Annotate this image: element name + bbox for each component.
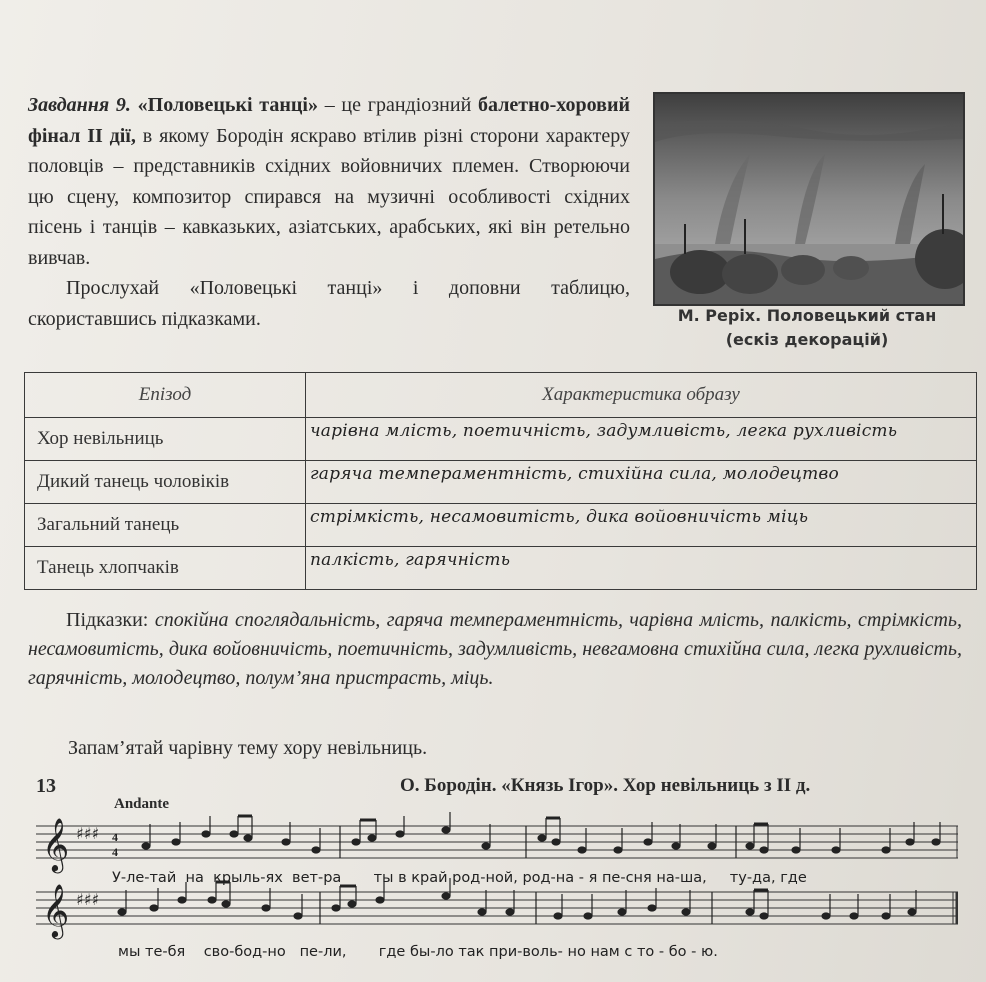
picture-caption bbox=[653, 304, 961, 352]
answer-cell[interactable]: чарівна млість, поетичність, задумливість, легка рухливість bbox=[306, 418, 977, 461]
svg-text:4: 4 bbox=[112, 830, 118, 844]
task-text-1: – це грандіозний bbox=[317, 94, 479, 116]
characteristics-table bbox=[24, 372, 977, 590]
task-title: Завдання 9. bbox=[28, 94, 131, 116]
steppe-camp-illustration bbox=[655, 94, 963, 304]
hints-paragraph bbox=[28, 606, 962, 693]
music-staff-2 bbox=[36, 878, 958, 948]
episode-cell: Загальний танець bbox=[25, 504, 306, 547]
table-row bbox=[25, 461, 977, 504]
remember-instruction: Запам’ятай чарівну тему хору невільниць. bbox=[68, 737, 428, 759]
example-title: О. Бородін. «Князь Ігор». Хор невільниць з II д. bbox=[400, 775, 811, 796]
header-characteristic: Характеристика образу bbox=[306, 373, 977, 418]
table-row bbox=[25, 504, 977, 547]
episode-cell: Танець хлопчаків bbox=[25, 547, 306, 590]
task-text bbox=[28, 90, 630, 334]
header-episode: Епізод bbox=[25, 373, 306, 418]
task-instruction: Прослухай «Половецькі танці» і доповни таблицю, скориставшись підказками. bbox=[28, 277, 630, 330]
lyrics-line-2: мы те-бя сво-бод-но пе-ли, где бы-ло так при-воль- но нам с то - бо - ю. bbox=[118, 944, 718, 960]
treble-clef-icon: 𝄞 bbox=[42, 817, 70, 871]
table-row bbox=[25, 547, 977, 590]
roerich-painting bbox=[653, 92, 965, 306]
caption-line-2: (ескіз декорацій) bbox=[725, 330, 889, 349]
task-bold-phrase: балетно-хоровий фінал II дії, bbox=[28, 94, 631, 147]
lyrics-line-1: У-ле-тай на крыль-ях вет-ра ты в край род-ной, род-на - я пе-сня на-ша, ту-да, где bbox=[112, 870, 807, 886]
treble-clef-icon: 𝄞 bbox=[42, 883, 70, 937]
table-header-row bbox=[25, 373, 977, 418]
episode-cell: Хор невільниць bbox=[25, 418, 306, 461]
svg-text:4: 4 bbox=[112, 845, 118, 859]
tempo-marking: Andante bbox=[114, 796, 170, 812]
example-number: 13 bbox=[36, 775, 56, 797]
table-row bbox=[25, 418, 977, 461]
sharp-icon: ♯♯♯ bbox=[76, 824, 100, 843]
task-text-2: в якому Бородін яскраво втілив різні сторони характеру половців – представників східних войовничих племен. Створюючи цю сцену, композитор спирався на музичні особливості східних пісень і танців – кавказьких, азіатських, арабських, які він ретельно вивчав. bbox=[28, 124, 630, 269]
episode-cell: Дикий танець чоловіків bbox=[25, 461, 306, 504]
answer-cell[interactable]: стрімкість, несамовитість, дика войовничість міць bbox=[306, 504, 977, 547]
sharp-icon: ♯♯♯ bbox=[76, 890, 100, 909]
answer-cell[interactable]: палкість, гарячність bbox=[306, 547, 977, 590]
answer-cell[interactable]: гаряча темпераментність, стихійна сила, молодецтво bbox=[306, 461, 977, 504]
caption-line-1: М. Реріх. Половецький стан bbox=[677, 306, 937, 325]
hints-label: Підказки: bbox=[66, 609, 149, 631]
hints-list: спокійна споглядальність, гаряча темпераментність, чарівна млість, палкість, стрімкість, несамовитість, дика войовничість, поетичність, задумливість, невгамовна стихійна сила, легка рухливість, гарячність, молодецтво, полум’яна пристрасть, міць. bbox=[28, 609, 962, 689]
task-quote: «Половецькі танці» bbox=[137, 94, 318, 116]
